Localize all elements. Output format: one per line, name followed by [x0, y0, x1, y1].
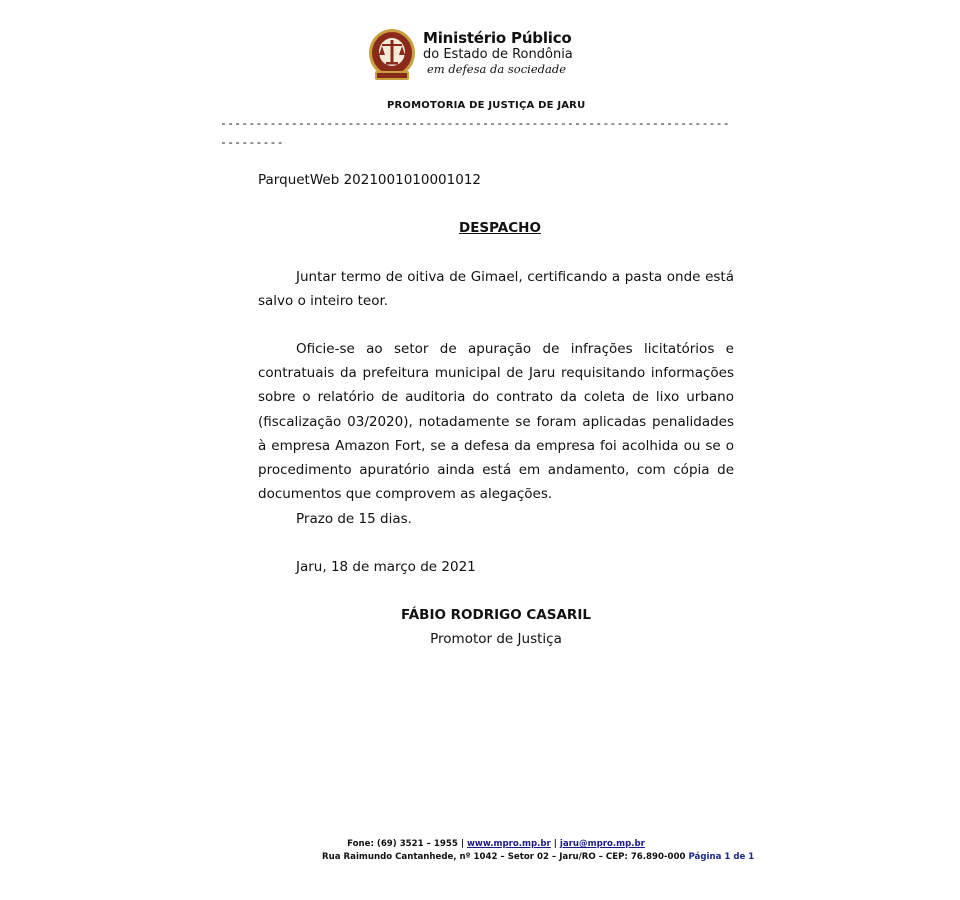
org-name: Ministério Público — [423, 29, 572, 47]
footer-address: Rua Raimundo Cantanhede, nº 1042 – Setor 02 – Jaru/RO – CEP: 76.890-000 — [322, 852, 686, 862]
document-title: DESPACHO — [459, 220, 541, 236]
footer-address-line — [322, 851, 754, 863]
footer-website-link[interactable]: www.mpro.mp.br — [466, 839, 551, 849]
document-reference: ParquetWeb 2021001010001012 — [258, 172, 481, 188]
footer-phone: Fone: (69) 3521 – 1955 — [347, 839, 458, 849]
paragraph-2: Oficie-se ao setor de apuração de infrações licitatórios e contratuais da prefeitura municipal de Jaru requisitando informações sobre o relatório de auditoria do contrato da coleta de lixo urbano (fiscalização 03/2020), notadamente se foram aplicadas penalidades à empresa Amazon Fort, se a defesa da empresa foi acolhida ou se o procedimento apuratório ainda está em andamento, com cópia de documentos que comprovem as alegações. — [258, 341, 734, 503]
paragraph-deadline: Prazo de 15 dias. — [296, 511, 412, 527]
paragraph-1: Juntar termo de oitiva de Gimael, certificando a pasta onde está salvo o inteiro teor. — [258, 269, 734, 310]
footer-separator: | — [553, 839, 557, 849]
org-motto: em defesa da sociedade — [427, 62, 567, 76]
page-number: Página 1 de 1 — [688, 852, 755, 862]
seal-emblem-icon — [367, 27, 417, 83]
footer-separator: | — [460, 839, 464, 849]
paragraph-date: Jaru, 18 de março de 2021 — [296, 559, 476, 575]
footer-email-link[interactable]: jaru@mpro.mp.br — [559, 839, 645, 849]
org-state: do Estado de Rondônia — [423, 47, 573, 62]
separator-line: ------------------------------------------------------------------------ — [220, 116, 730, 130]
separator-line-continued: --------- — [220, 135, 284, 149]
signatory-role: Promotor de Justiça — [430, 631, 562, 647]
footer-contact — [258, 838, 734, 850]
office-title: PROMOTORIA DE JUSTIÇA DE JARU — [387, 100, 586, 111]
mp-logo — [367, 27, 573, 85]
signatory-name: FÁBIO RODRIGO CASARIL — [401, 607, 591, 623]
